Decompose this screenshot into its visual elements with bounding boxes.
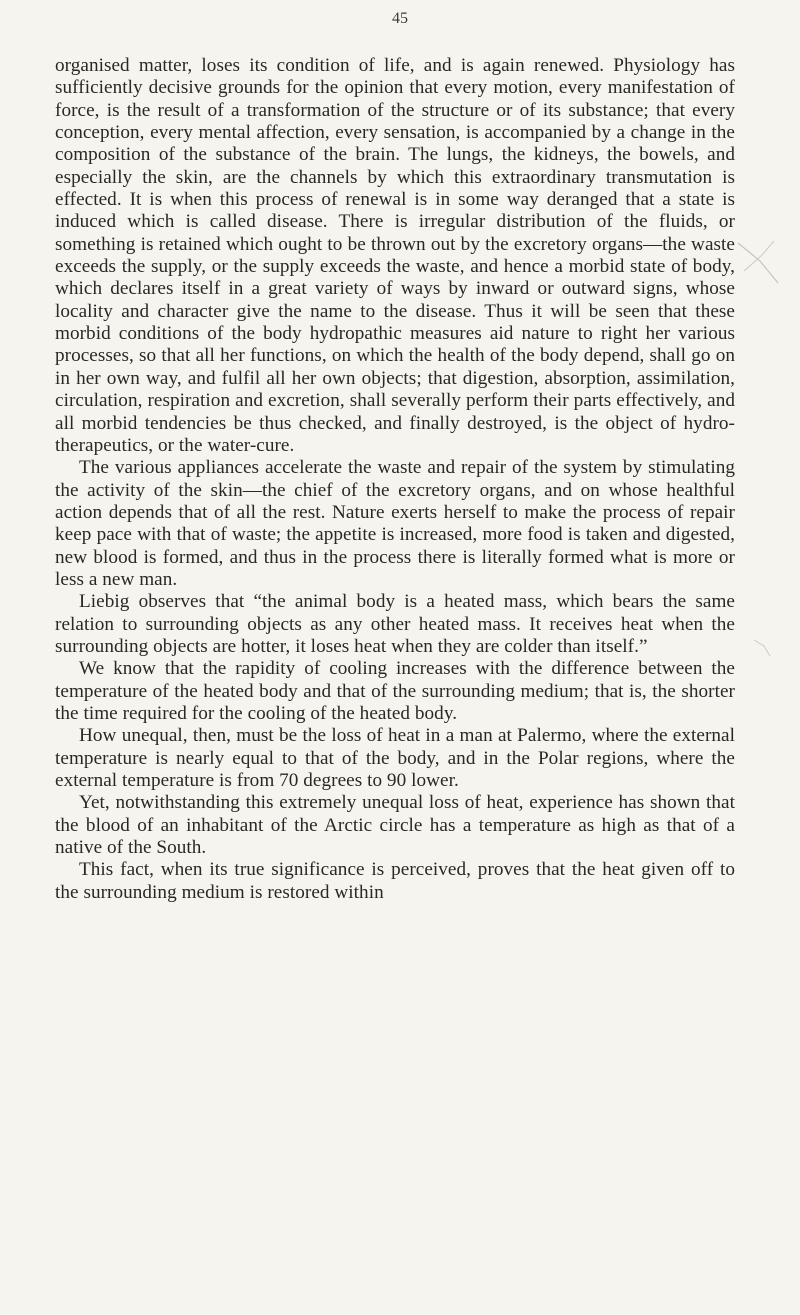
- paragraph-1: organised matter, loses its condition of life, and is again renewed. Physiology has sufficiently decisive grounds for the opinion that every motion, every manifestation of force, is the result of a transformation of the structure or of its substance; that every conception, every mental affection, every sensation, is accompanied by a change in the composition of the substance of the brain. The lungs, the kidneys, the bowels, and especially the skin, are the channels by which this extraordinary transmutation is effected. It is when this process of renewal is in some way deranged that a state is induced which is called disease. There is irregular distribution of the fluids, or something is retained which ought to be thrown out by the excretory organs—the waste exceeds the supply, or the supply exceeds the waste, and hence a morbid state of body, which declares itself in a great variety of ways by inward or outward signs, whose locality and character give the name to the disease. Thus it will be seen that these morbid conditions of the body hydropathic measures aid nature to right her various processes, so that all her functions, on which the health of the body depend, shall go on in her own way, and fulfil all her own objects; that digestion, absorption, assimilation, circulation, respiration and excretion, shall severally perform their parts effectively, and all morbid tendencies be thus checked, and finally destroyed, is the object of hydro-therapeutics, or the water-cure.: [55, 55, 735, 456]
- paragraph-6: Yet, notwithstanding this extremely unequal loss of heat, experience has shown that the blood of an inhabitant of the Arctic circle has a temperature as high as that of a native of the South.: [55, 792, 735, 859]
- page-number: 45: [392, 10, 408, 27]
- paragraph-4: We know that the rapidity of cooling increases with the difference between the temperature of the heated body and that of the surrounding medium; that is, the shorter the time required for the cooling of the heated body.: [55, 658, 735, 724]
- paragraph-3: Liebig observes that “the animal body is a heated mass, which bears the same relation to surrounding objects as any other heated mass. It receives heat when the surrounding objects are hotter, it loses heat when they are colder than itself.”: [55, 591, 735, 657]
- paragraph-5: How unequal, then, must be the loss of heat in a man at Palermo, where the external temperature is nearly equal to that of the body, and in the Polar regions, where the external temperature is from 70 degrees to 90 lower.: [55, 725, 735, 791]
- paragraph-2: The various appliances accelerate the waste and repair of the system by stimulating the activity of the skin—the chief of the excretory organs, and on whose healthful action depends that of all the rest. Nature exerts herself to make the process of repair keep pace with that of waste; the appetite is increased, more food is taken and digested, new blood is formed, and thus in the process there is literally formed what is more or less a new man.: [55, 457, 735, 590]
- body-text: [55, 55, 735, 904]
- paragraph-7: This fact, when its true significance is perceived, proves that the heat given off to the surrounding medium is restored within: [55, 859, 735, 903]
- margin-pencil-mark: [730, 225, 790, 295]
- margin-pencil-mark-small: [748, 630, 778, 660]
